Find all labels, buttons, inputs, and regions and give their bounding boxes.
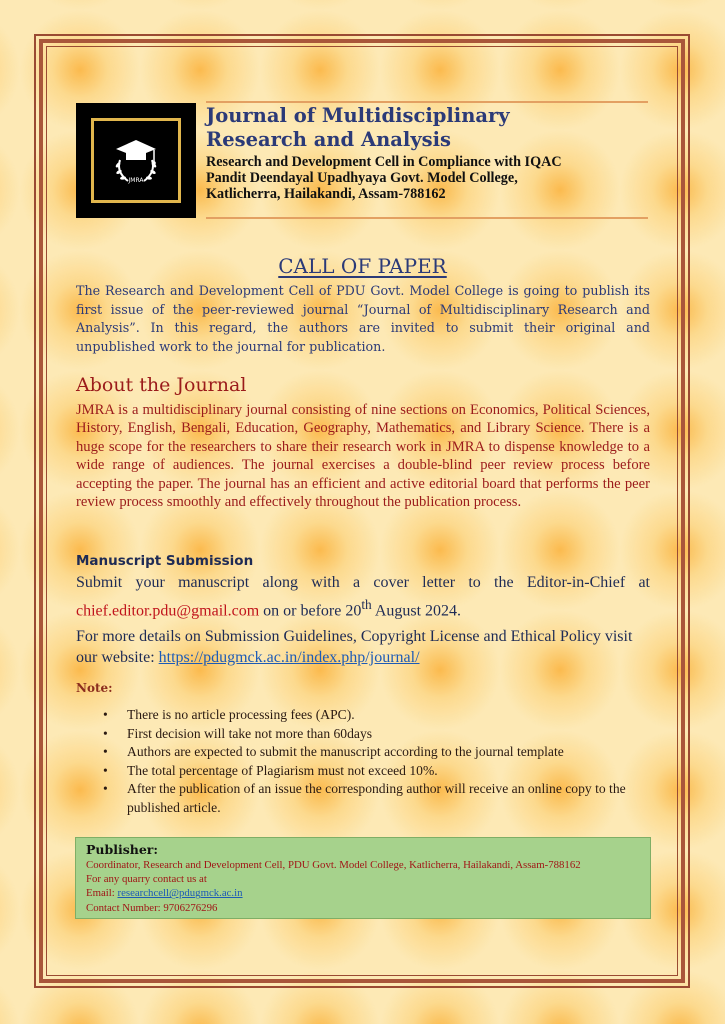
- more-details-text: [76, 626, 650, 668]
- journal-title-line1: Journal of Multidisciplinary: [206, 104, 510, 127]
- manuscript-submission-text: [76, 572, 650, 622]
- list-item: [103, 706, 653, 725]
- bullet: •: [103, 781, 108, 796]
- publisher-address: Coordinator, Research and Development Cell, PDU Govt. Model College, Katlicherra, Hailakandi, Assam-788162: [86, 859, 581, 871]
- publisher-phone-row: [86, 901, 640, 915]
- publisher-email-link[interactable]: researchcell@pdugmck.ac.in: [117, 887, 243, 900]
- bullet: •: [103, 762, 108, 778]
- submission-text-after: August 2024.: [371, 602, 462, 620]
- publisher-box: [75, 837, 651, 919]
- publisher-contact-intro: For any quarry contact us at: [86, 873, 207, 886]
- note-heading: Note:: [76, 681, 113, 695]
- svg-text:JMRA: JMRA: [128, 176, 144, 184]
- note-list: [103, 706, 653, 817]
- bullet: •: [103, 744, 108, 759]
- header-rule-top: [206, 101, 648, 103]
- call-of-paper-text: The Research and Development Cell of PDU Govt. Model College is going to publish its first issue of the peer-reviewed journal “Journal of Multidisciplinary Research and Analysis”. In this regard, the authors are invited to submit their original and unpublished work to the journal for publication.: [76, 283, 650, 354]
- submission-text-before: Submit your manuscript along with a cover letter to the Editor-in-Chief at: [76, 574, 650, 591]
- publisher-email-row: [86, 886, 640, 900]
- list-item: [103, 780, 653, 817]
- journal-subtitle: [206, 154, 646, 202]
- bullet: •: [103, 725, 108, 741]
- date-suffix: th: [361, 597, 372, 612]
- contact-number: 9706276296: [163, 901, 218, 914]
- about-journal-text: JMRA is a multidisciplinary journal consisting of nine sections on Economics, Political Sciences, History, English, Bengali, Education, Geography, Mathematics, and Library Science. There is a huge scope for the researchers to share their research work in JMRA to dispense knowledge to a wide range of audiences. The journal exercises a double-blind peer review process before accepting the paper. The journal has an efficient and active editorial board that performs the peer review process smoothly and effectively throughout the publication process.: [76, 402, 650, 511]
- graduation-cap-laurel-icon: [106, 132, 166, 190]
- journal-logo: [76, 103, 196, 218]
- note-item-text: Authors are expected to submit the manuscript according to the journal template: [127, 744, 564, 759]
- editor-email[interactable]: chief.editor.pdu@gmail.com: [76, 602, 260, 620]
- note-item-text: After the publication of an issue the corresponding author will receive an online copy to the published article.: [127, 781, 626, 815]
- more-details-label: For more details on Submission Guidelines, Copyright License and Ethical Policy visit our website:: [76, 628, 633, 666]
- contact-label: Contact Number:: [86, 901, 164, 914]
- list-item: [103, 743, 653, 762]
- manuscript-submission-heading: Manuscript Submission: [76, 553, 254, 569]
- journal-title-line2: Research and Analysis: [206, 128, 452, 151]
- note-item-text: There is no article processing fees (APC).: [127, 707, 355, 722]
- call-of-paper-title: CALL OF PAPER: [278, 254, 447, 278]
- publisher-heading: Publisher:: [86, 842, 159, 857]
- note-item-text: First decision will take not more than 60days: [127, 725, 373, 741]
- journal-title: [206, 104, 646, 152]
- subtitle-line3: Katlicherra, Hailakandi, Assam-788162: [206, 186, 446, 202]
- note-item-text: The total percentage of Plagiarism must not exceed 10%.: [127, 762, 438, 778]
- about-journal-heading: About the Journal: [76, 374, 247, 396]
- bullet: •: [103, 707, 108, 722]
- subtitle-line2: Pandit Deendayal Upadhyaya Govt. Model College,: [206, 170, 518, 186]
- submission-text-mid: on or before 20: [259, 602, 362, 620]
- subtitle-line1: Research and Development Cell in Compliance with IQAC: [206, 154, 562, 170]
- list-item: [103, 762, 653, 781]
- website-link[interactable]: https://pdugmck.ac.in/index.php/journal/: [158, 649, 420, 666]
- email-label: Email:: [86, 887, 118, 900]
- logo-frame: [91, 118, 181, 203]
- header-rule-bottom: [206, 217, 648, 219]
- list-item: [103, 725, 653, 744]
